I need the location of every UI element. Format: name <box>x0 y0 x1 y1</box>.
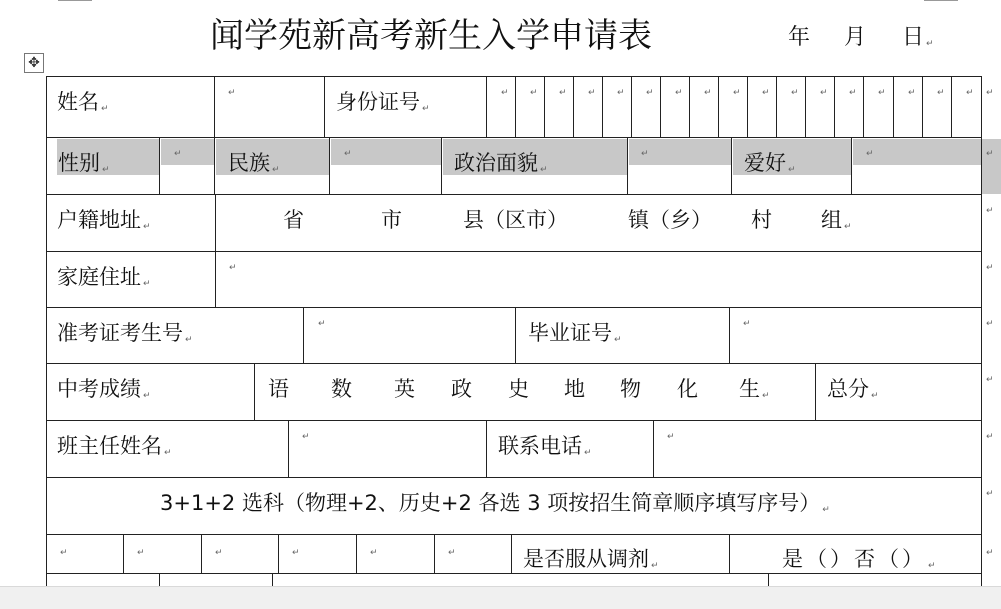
county-label: 县（区市） <box>463 208 568 232</box>
col-border <box>123 534 124 573</box>
head-teacher-label: 班主任姓名 ↵ <box>57 434 172 458</box>
row-border <box>46 251 982 252</box>
id-digit-cell[interactable]: ↵ <box>791 88 799 98</box>
row-border <box>46 477 982 478</box>
ethnicity-label: 民族 ↵ <box>228 151 280 175</box>
row-border <box>46 307 982 308</box>
col-border <box>288 420 289 477</box>
row-end-mark: ↵ <box>986 489 994 499</box>
col-border <box>729 307 730 363</box>
col-border <box>922 76 923 137</box>
id-digit-cell[interactable]: ↵ <box>530 88 538 98</box>
col-border <box>893 76 894 137</box>
domicile-label: 户籍地址 ↵ <box>57 208 151 232</box>
id-digit-cell[interactable]: ↵ <box>849 88 857 98</box>
window-bottom-edge <box>0 586 1001 609</box>
top-rule-right <box>924 0 958 1</box>
col-border <box>356 534 357 573</box>
political-value-cell[interactable]: ↵ <box>641 149 649 159</box>
subject-chemistry: 化 <box>677 377 698 401</box>
hobby-label: 爱好 ↵ <box>744 151 796 175</box>
col-border <box>805 76 806 137</box>
col-border <box>272 573 273 586</box>
id-digit-cell[interactable]: ↵ <box>937 88 945 98</box>
row-border <box>46 76 982 77</box>
id-digit-cell[interactable]: ↵ <box>501 88 509 98</box>
id-digit-cell[interactable]: ↵ <box>878 88 886 98</box>
col-border <box>159 573 160 586</box>
gender-label: 性别 ↵ <box>58 151 110 175</box>
row-end-mark: ↵ <box>986 88 994 98</box>
row-border <box>46 573 982 574</box>
id-digit-cell[interactable]: ↵ <box>762 88 770 98</box>
col-border <box>515 307 516 363</box>
shade-row-end <box>982 139 1001 194</box>
subject-history: 史 <box>508 377 529 401</box>
id-digit-cell[interactable]: ↵ <box>820 88 828 98</box>
table-left-border <box>46 76 47 586</box>
subject-geography: 地 <box>564 377 585 401</box>
ethnicity-value-cell[interactable]: ↵ <box>344 149 352 159</box>
col-border <box>660 76 661 137</box>
col-border <box>324 76 325 137</box>
col-border <box>573 76 574 137</box>
name-label: 姓名 ↵ <box>57 90 109 114</box>
subject-physics: 物 <box>620 377 641 401</box>
col-border <box>731 137 732 194</box>
date-year-label: 年 <box>788 25 811 50</box>
name-value-cell[interactable]: ↵ <box>228 88 236 98</box>
home-address-value-cell[interactable]: ↵ <box>229 263 237 273</box>
subject-math: 数 <box>331 377 352 401</box>
yes-no-options[interactable]: 是（）否（） ↵ <box>782 547 939 571</box>
col-border <box>951 76 952 137</box>
col-border <box>434 534 435 573</box>
village-label: 村 <box>751 208 772 232</box>
graduation-cert-label: 毕业证号 ↵ <box>528 321 622 345</box>
col-border <box>486 76 487 137</box>
province-label: 省 <box>283 208 304 232</box>
row-border <box>46 420 982 421</box>
col-border <box>214 76 215 137</box>
col-border <box>768 573 769 586</box>
col-border <box>201 534 202 573</box>
elective-note: 3+1+2 选科（物理+2、历史+2 各选 3 项按招生简章顺序填写序号） ↵ <box>160 491 830 515</box>
hobby-value-cell[interactable]: ↵ <box>866 149 874 159</box>
total-score-label: 总分 ↵ <box>827 377 879 401</box>
elective-choice-cell[interactable]: ↵ <box>448 548 456 558</box>
elective-choice-cell[interactable]: ↵ <box>60 548 68 558</box>
col-border <box>834 76 835 137</box>
id-digit-cell[interactable]: ↵ <box>908 88 916 98</box>
top-rule-left <box>58 0 92 1</box>
subject-chinese: 语 <box>268 377 289 401</box>
town-label: 镇（乡） <box>628 208 712 232</box>
id-digit-cell[interactable]: ↵ <box>675 88 683 98</box>
col-border <box>511 534 512 573</box>
col-border <box>303 307 304 363</box>
col-border <box>329 137 330 194</box>
id-digit-cell[interactable]: ↵ <box>646 88 654 98</box>
col-border <box>718 76 719 137</box>
row-border <box>46 194 982 195</box>
elective-choice-cell[interactable]: ↵ <box>215 548 223 558</box>
row-end-mark: ↵ <box>986 319 994 329</box>
obey-adjustment-label: 是否服从调剂 ↵ <box>523 547 659 571</box>
table-move-handle-icon[interactable]: ✥ <box>24 53 44 73</box>
col-border <box>776 76 777 137</box>
col-border <box>815 363 816 420</box>
row-border <box>46 534 982 535</box>
col-border <box>159 137 160 194</box>
elective-choice-cell[interactable]: ↵ <box>137 548 145 558</box>
form-title: 闻学苑新高考新生入学申请表 <box>210 16 652 56</box>
subject-politics: 政 <box>451 377 472 401</box>
id-digit-cell[interactable]: ↵ <box>733 88 741 98</box>
col-border <box>851 137 852 194</box>
col-border <box>863 76 864 137</box>
col-border <box>278 534 279 573</box>
row-end-mark: ↵ <box>986 149 994 159</box>
col-border <box>602 76 603 137</box>
row-end-mark: ↵ <box>986 375 994 385</box>
date-day-label: 日 ↵ <box>902 25 934 50</box>
col-border <box>689 76 690 137</box>
id-number-label: 身份证号 ↵ <box>336 90 430 114</box>
col-border <box>515 76 516 137</box>
col-border <box>486 420 487 477</box>
col-border <box>729 534 730 573</box>
row-border <box>46 363 982 364</box>
head-teacher-value-cell[interactable]: ↵ <box>302 432 310 442</box>
id-digit-cell[interactable]: ↵ <box>704 88 712 98</box>
row-border <box>46 137 982 138</box>
group-label: 组 ↵ <box>821 208 852 232</box>
phone-label: 联系电话 ↵ <box>498 434 592 458</box>
home-address-label: 家庭住址 ↵ <box>57 265 151 289</box>
exam-ticket-label: 准考证考生号 ↵ <box>57 321 193 345</box>
elective-choice-cell[interactable]: ↵ <box>370 548 378 558</box>
row-end-mark: ↵ <box>986 263 994 273</box>
col-border <box>441 137 442 194</box>
gender-value-cell[interactable]: ↵ <box>174 149 182 159</box>
subject-biology: 生 ↵ <box>739 377 770 401</box>
shade-gender-value <box>161 139 214 165</box>
graduation-cert-value-cell[interactable]: ↵ <box>743 319 751 329</box>
row-end-mark: ↵ <box>986 548 994 558</box>
political-status-label: 政治面貌 ↵ <box>454 151 548 175</box>
row-end-mark: ↵ <box>986 432 994 442</box>
date-month-label: 月 <box>844 25 867 50</box>
subject-english: 英 <box>394 377 415 401</box>
col-border <box>631 76 632 137</box>
col-border <box>627 137 628 194</box>
id-digit-cell[interactable]: ↵ <box>966 88 974 98</box>
col-border <box>215 194 216 307</box>
phone-value-cell[interactable]: ↵ <box>667 432 675 442</box>
col-border <box>653 420 654 477</box>
col-border <box>544 76 545 137</box>
col-border <box>214 137 215 194</box>
id-digit-cell[interactable]: ↵ <box>559 88 567 98</box>
id-digit-cell[interactable]: ↵ <box>617 88 625 98</box>
row-end-mark: ↵ <box>986 206 994 216</box>
elective-choice-cell[interactable]: ↵ <box>292 548 300 558</box>
col-border <box>747 76 748 137</box>
zhongkao-score-label: 中考成绩 ↵ <box>57 377 151 401</box>
exam-ticket-value-cell[interactable]: ↵ <box>318 319 326 329</box>
id-digit-cell[interactable]: ↵ <box>588 88 596 98</box>
city-label: 市 <box>381 208 402 232</box>
col-border <box>254 363 255 420</box>
